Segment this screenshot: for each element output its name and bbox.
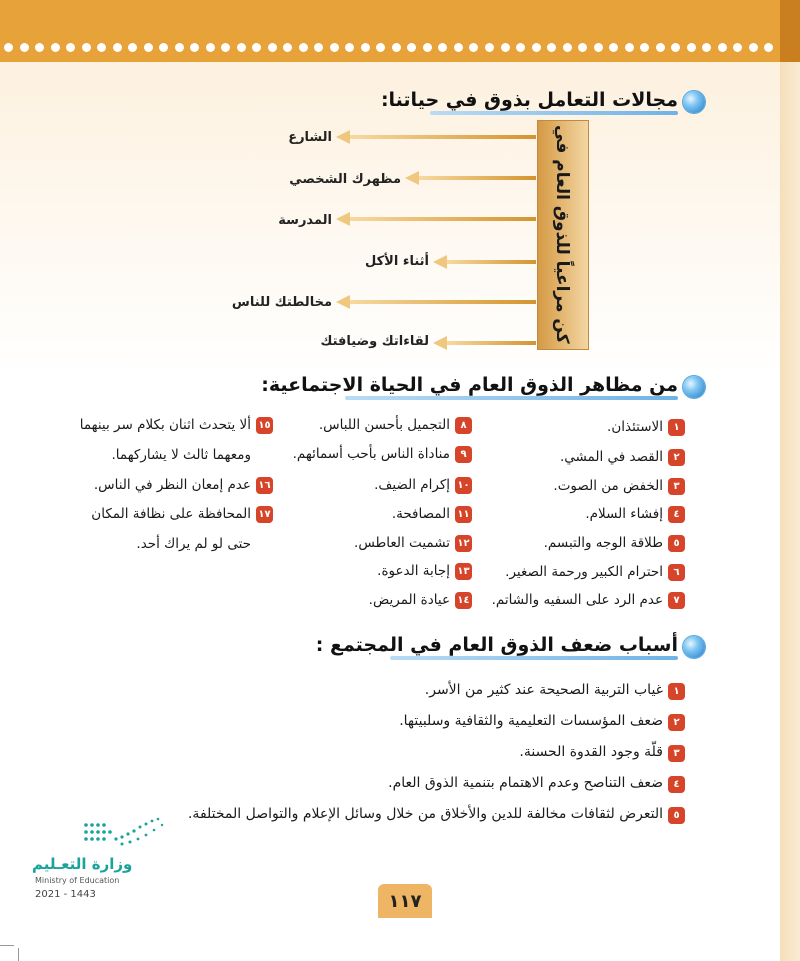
item-text-continuation: حتى لو لم يراك أحد. [136, 536, 251, 552]
branch-label: مظهرك الشخصي [289, 172, 401, 187]
item-number-badge: ١ [668, 419, 685, 436]
branch-label: أثناء الأكل [365, 254, 429, 269]
item-text: عدم الرد على السفيه والشاتم. [491, 592, 663, 608]
item-number-badge: ٦ [668, 564, 685, 581]
ministry-name-english: Ministry of Education [35, 876, 120, 885]
right-side-stripe-top [780, 0, 800, 62]
section3-underline [390, 656, 678, 660]
branch-label: الشارع [288, 130, 332, 145]
item-text: المحافظة على نظافة المكان [91, 506, 251, 522]
item-text: المصافحة. [391, 506, 450, 522]
branch-label: لقاءاتك وضيافتك [320, 334, 429, 349]
branch-label: مخالطتك للناس [231, 295, 332, 310]
item-number-badge: ٧ [668, 592, 685, 609]
item-number-badge: ١٦ [256, 477, 273, 494]
cause-number-badge: ١ [668, 683, 685, 700]
item-text: التجميل بأحسن اللباس. [318, 417, 450, 433]
cause-text: ضعف التناصح وعدم الاهتمام بتنمية الذوق العام. [388, 775, 663, 791]
vertical-label-text: كن مراعياً للذوق العام في [552, 124, 572, 344]
cause-number-badge: ٤ [668, 776, 685, 793]
top-dots-decoration [4, 40, 774, 54]
arrow-icon [336, 212, 536, 226]
branch-label: المدرسة [278, 213, 332, 228]
cause-text: قلّة وجود القدوة الحسنة. [519, 744, 663, 760]
arrow-icon [433, 255, 536, 269]
ministry-name-arabic: وزارة التعـليم [32, 855, 133, 873]
item-text: الخفض من الصوت. [553, 478, 663, 494]
item-number-badge: ١٤ [455, 592, 472, 609]
item-text: إجابة الدعوة. [377, 563, 450, 579]
right-side-stripe [780, 0, 800, 961]
item-text: القصد في المشي. [559, 449, 663, 465]
item-number-badge: ١٥ [256, 417, 273, 434]
item-text: مناداة الناس بأحب أسمائهم. [292, 446, 450, 462]
item-text: طلاقة الوجه والتبسم. [543, 535, 663, 551]
item-text: إكرام الضيف. [374, 477, 450, 493]
item-number-badge: ٣ [668, 478, 685, 495]
arrow-icon [336, 130, 536, 144]
vertical-label [537, 120, 587, 348]
item-number-badge: ١٣ [455, 563, 472, 580]
item-text: تشميت العاطس. [354, 535, 450, 551]
crop-mark [18, 948, 19, 961]
section1-bullet-icon [683, 91, 705, 113]
section3-title: أسباب ضعف الذوق العام في المجتمع : [315, 634, 678, 656]
cause-number-badge: ٥ [668, 807, 685, 824]
item-number-badge: ٢ [668, 449, 685, 466]
section1-title: مجالات التعامل بذوق في حياتنا: [380, 89, 678, 111]
item-text: الاستئذان. [607, 419, 663, 435]
item-number-badge: ٤ [668, 506, 685, 523]
item-number-badge: ٩ [455, 446, 472, 463]
cause-text: غياب التربية الصحيحة عند كثير من الأسر. [424, 682, 663, 698]
arrow-icon [405, 171, 536, 185]
section2-bullet-icon [683, 376, 705, 398]
cause-number-badge: ٢ [668, 714, 685, 731]
item-text: عيادة المريض. [368, 592, 450, 608]
section2-underline [345, 396, 678, 400]
arrow-icon [336, 295, 536, 309]
item-text-continuation: ومعهما ثالث لا يشاركهما. [111, 447, 251, 463]
item-number-badge: ١٧ [256, 506, 273, 523]
section1-underline [430, 111, 678, 115]
item-text: إفشاء السلام. [585, 506, 663, 522]
item-number-badge: ٨ [455, 417, 472, 434]
item-number-badge: ٥ [668, 535, 685, 552]
section3-bullet-icon [683, 636, 705, 658]
cause-text: التعرض لثقافات مخالفة للدين والأخلاق من خلال وسائل الإعلام والتواصل المختلفة. [187, 806, 663, 822]
edition-year: 2021 - 1443 [35, 889, 96, 900]
arrow-icon [433, 336, 536, 350]
ministry-logo-icon [82, 815, 174, 851]
item-text: ألا يتحدث اثنان بكلام سر بينهما [79, 417, 251, 433]
section2-title: من مظاهر الذوق العام في الحياة الاجتماعية: [261, 374, 678, 396]
cause-text: ضعف المؤسسات التعليمية والثقافية وسلبيتها. [399, 713, 663, 729]
crop-mark [0, 945, 14, 946]
item-text: عدم إمعان النظر في الناس. [93, 477, 251, 493]
item-text: احترام الكبير ورحمة الصغير. [505, 564, 663, 580]
page-number: ١١٧ [378, 884, 432, 918]
cause-number-badge: ٣ [668, 745, 685, 762]
item-number-badge: ١٢ [455, 535, 472, 552]
item-number-badge: ١٠ [455, 477, 472, 494]
item-number-badge: ١١ [455, 506, 472, 523]
